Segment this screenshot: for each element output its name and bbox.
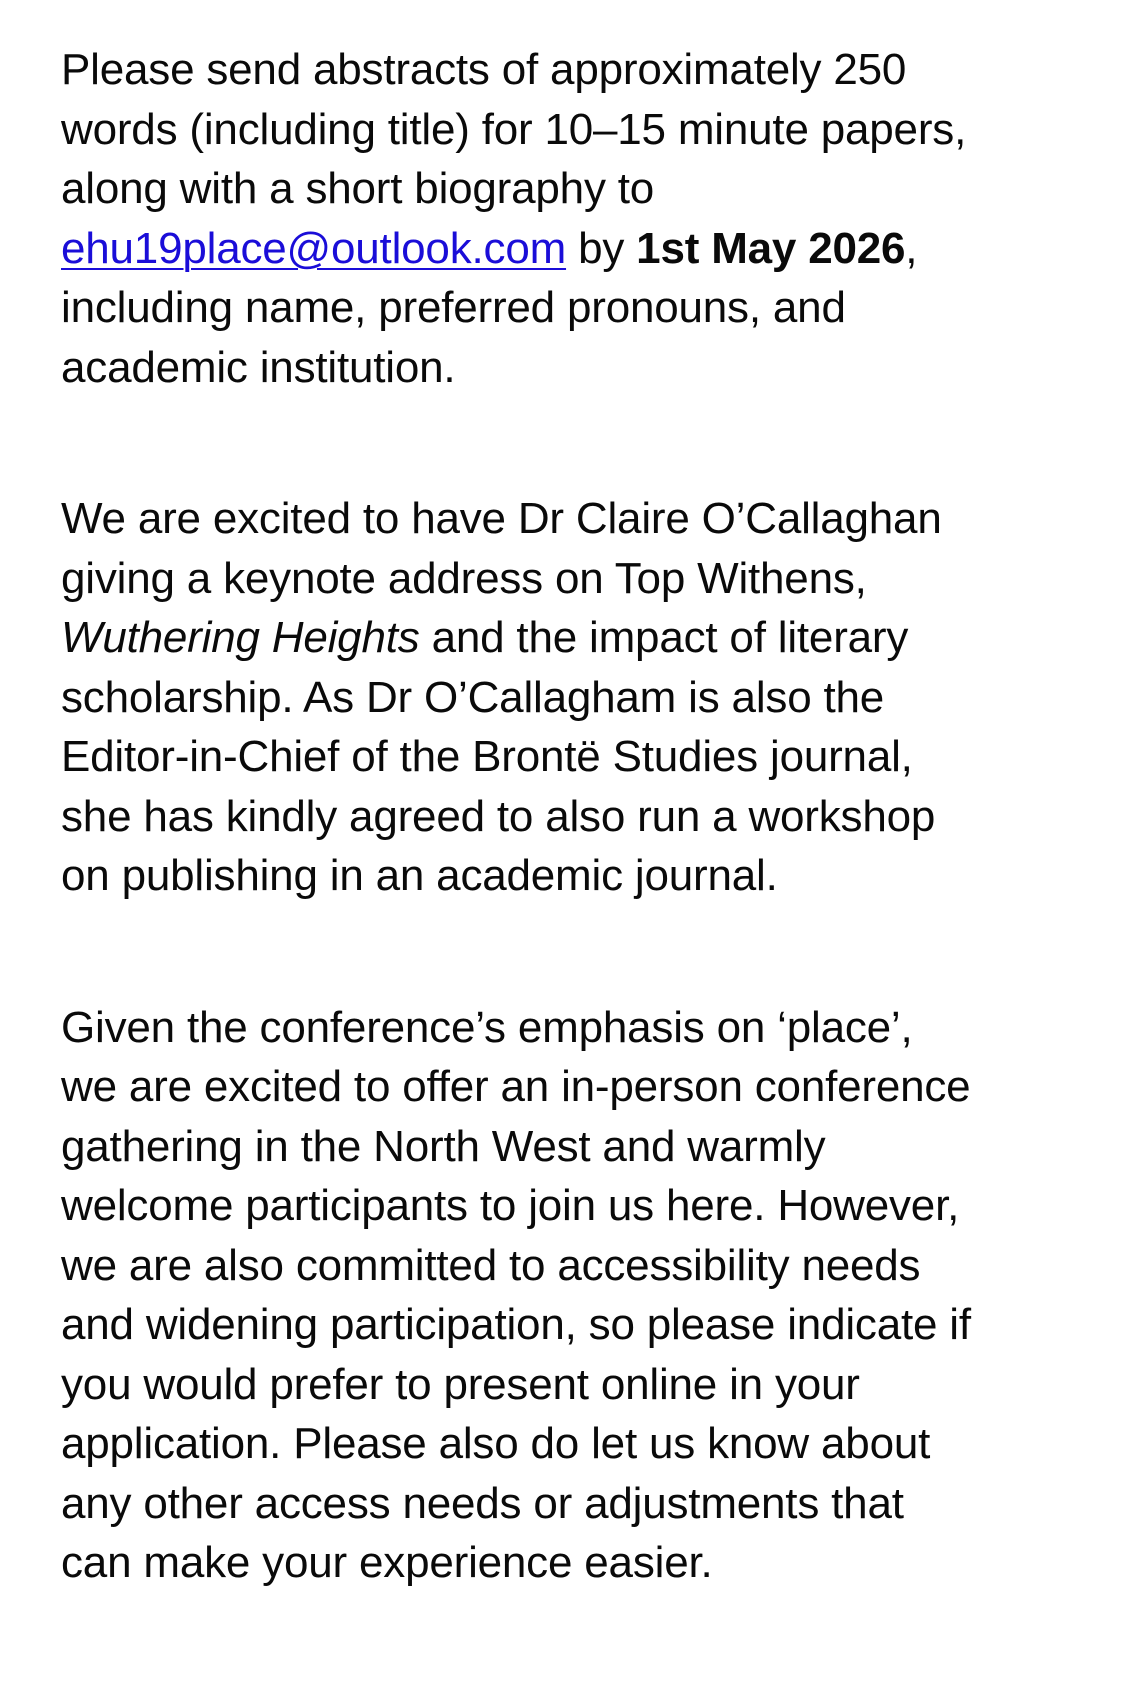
deadline-date: 1st May 2026 bbox=[636, 223, 906, 273]
text-line: words (including title) for 10–15 minute papers, bbox=[61, 104, 967, 154]
text-line: you would prefer to present online in your bbox=[61, 1359, 860, 1409]
text-line: We are excited to have Dr Claire O’Callaghan bbox=[61, 494, 942, 543]
book-title: Wuthering Heights bbox=[61, 613, 420, 662]
text-line: application. Please also do let us know about bbox=[61, 1419, 931, 1468]
submission-paragraph bbox=[61, 40, 1101, 397]
text-line: gathering in the North West and warmly bbox=[61, 1121, 826, 1171]
text-line: and widening participation, so please indicate if bbox=[61, 1300, 971, 1349]
keynote-paragraph bbox=[61, 489, 1101, 906]
text-line: Given the conference’s emphasis on ‘place’, bbox=[61, 1002, 913, 1052]
text-line: academic institution. bbox=[61, 342, 456, 392]
text-line: welcome participants to join us here. However, bbox=[61, 1181, 960, 1230]
text-line: scholarship. As Dr O’Callagham is also the bbox=[61, 672, 885, 722]
text-line: she has kindly agreed to also run a workshop bbox=[61, 791, 936, 841]
italic-title-line bbox=[61, 608, 1101, 668]
document-body bbox=[61, 40, 1101, 1685]
connector-text: by bbox=[566, 223, 637, 273]
text-line: along with a short biography to bbox=[61, 164, 655, 213]
text-line: including name, preferred pronouns, and bbox=[61, 283, 846, 332]
text-line: can make your experience easier. bbox=[61, 1538, 713, 1587]
email-deadline-line bbox=[61, 219, 1101, 279]
text-segment: and the impact of literary bbox=[419, 613, 909, 662]
accessibility-paragraph bbox=[61, 998, 1101, 1593]
email-link[interactable]: ehu19place@outlook.com bbox=[61, 223, 567, 273]
text-line: Please send abstracts of approximately 250 bbox=[61, 45, 907, 94]
text-line: giving a keynote address on Top Withens, bbox=[61, 553, 867, 603]
text-line: Editor-in-Chief of the Brontë Studies journal, bbox=[61, 732, 913, 781]
text-line: any other access needs or adjustments that bbox=[61, 1478, 904, 1528]
text-line: on publishing in an academic journal. bbox=[61, 851, 778, 900]
text-line: we are excited to offer an in-person conference bbox=[61, 1062, 971, 1111]
punctuation: , bbox=[905, 223, 918, 273]
text-line: we are also committed to accessibility needs bbox=[61, 1240, 921, 1290]
